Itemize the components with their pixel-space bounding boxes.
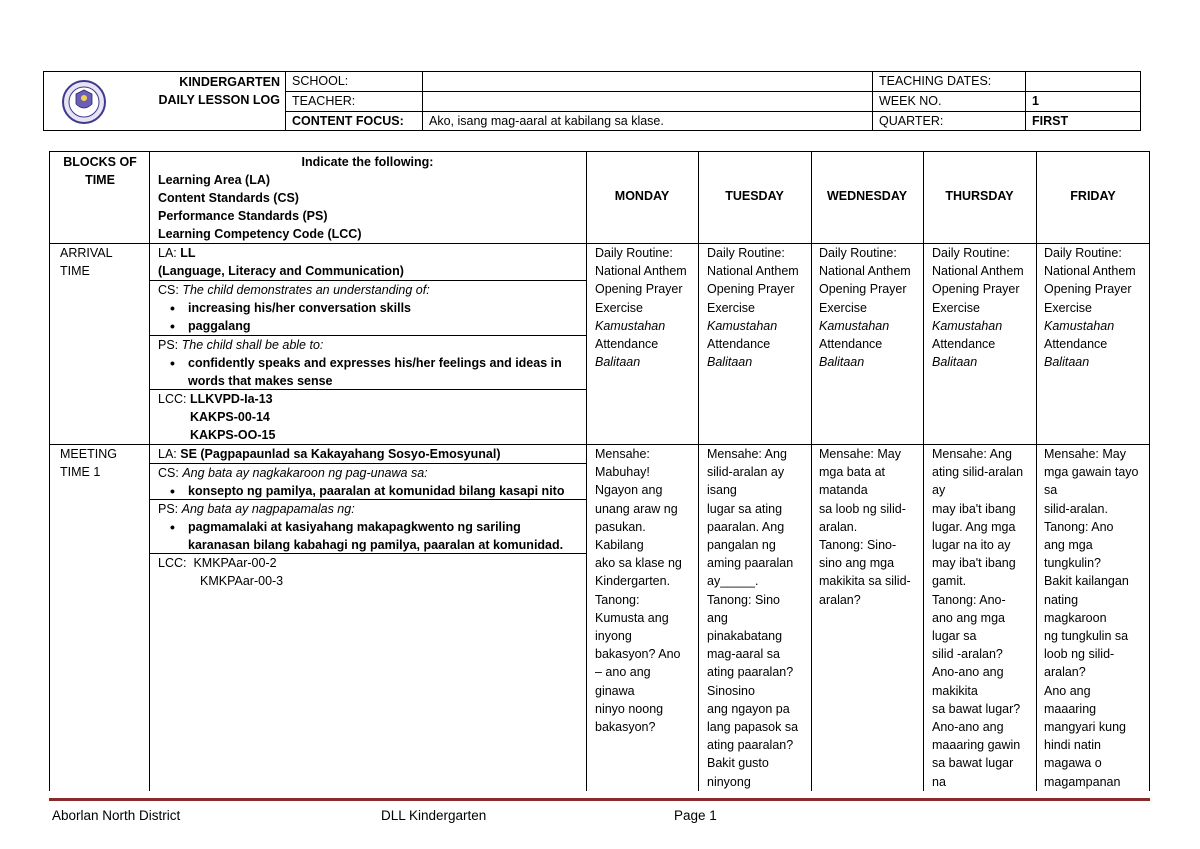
school-label: SCHOOL: [292,74,349,88]
routine-monday: Daily Routine: National Anthem Opening Prayer Exercise Kamustahan Attendance Balitaan [595,246,687,370]
routine-wednesday: Daily Routine: National Anthem Opening Prayer Exercise Kamustahan Attendance Balitaan [819,246,911,370]
list-item: sa bawat lugar? [932,701,1021,716]
list-item: Ngayon ang [595,483,663,498]
list-item: ay [932,483,946,498]
list-item: magkaroon [1044,610,1107,625]
list-item: gamit. [932,574,967,589]
day-header-tuesday: TUESDAY [725,189,784,203]
list-item: lugar sa ating [707,501,783,516]
deped-seal-icon [52,80,116,124]
list-item: • pagmamalaki at kasiyahang makapagkwento ng sariling karanasan bilang kabahagi ng pamilya, paaralan at komunidad. [158,518,586,554]
list-item: ako sa klase ng [595,556,682,571]
list-item: Tanong: Sino [707,592,780,607]
list-item: Ano-ano ang [932,665,1004,680]
teaching-dates-label: TEACHING DATES: [879,74,992,88]
list-item: sa loob ng silid- [819,501,906,516]
arrival-lcc-code: KAKPS-00-14 [190,410,270,424]
list-item: Mensahe: Ang [932,447,1012,461]
list-item: Bakit gusto [707,756,769,771]
list-item: ng tungkulin sa [1044,629,1129,644]
list-item: ating silid-aralan [932,465,1024,480]
list-item: Sinosino [707,683,755,698]
footer-page: Page 1 [674,808,717,823]
list-item: lugar sa [932,629,977,644]
meeting-wednesday [819,445,911,609]
list-item: Mensahe: May [1044,447,1126,461]
list-item: unang araw ng [595,501,678,516]
list-item: ginawa [595,683,635,698]
meeting-cs-list [158,482,586,500]
list-item: aralan. [819,519,858,534]
arrival-cs: CS: The child demonstrates an understanding of: [158,283,430,297]
meeting-ps-list [158,518,586,554]
list-item: aralan? [1044,665,1086,680]
list-item: paaralan. Ang [707,519,785,534]
list-item: • increasing his/her conversation skills [158,299,583,317]
page-title-line2: DAILY LESSON LOG [158,93,280,107]
list-item: Tanong: Sino- [819,538,897,553]
list-item: bakasyon? Ano [595,647,681,662]
list-item: makikita [932,683,978,698]
week-label: WEEK NO. [879,94,942,108]
indicate-header: Indicate the following: [301,155,434,169]
indicate-item-la: Learning Area (LA) [158,173,271,187]
list-item: mga gawain tayo [1044,465,1139,480]
list-item: na [932,774,946,789]
list-item: Mensahe: May [819,447,901,461]
list-item: • confidently speaks and expresses his/her feelings and ideas in words that makes sense [158,354,583,390]
list-item: may iba't ibang [932,556,1016,571]
list-item: • konsepto ng pamilya, paaralan at komunidad bilang kasapi nito [158,482,586,500]
list-item: inyong [595,629,632,644]
meeting-lcc-code: KMKPAar-00-3 [200,574,284,588]
list-item: Mensahe: Ang [707,447,787,461]
block-arrival-line1: ARRIVAL [60,246,113,260]
list-item: silid-aralan. [1044,501,1108,516]
list-item: maaaring [1044,701,1097,716]
lesson-log-table [49,151,1150,791]
meeting-lcc: LCC: KMKPAar-00-2 [158,556,277,570]
meeting-friday [1044,445,1139,791]
list-item: Tanong: Ano [1044,519,1114,534]
list-item: Kabilang [595,538,644,553]
indicate-item-lcc: Learning Competency Code (LCC) [158,227,362,241]
list-item: silid -aralan? [932,647,1003,662]
list-item: lugar na ito ay [932,538,1011,553]
day-header-wednesday: WEDNESDAY [826,189,908,203]
blocks-of-time-header: BLOCKS OF TIME [63,155,137,188]
list-item: aming paaralan [707,556,794,571]
block-arrival-line2: TIME [60,264,90,278]
list-item: Kindergarten. [595,574,671,589]
list-item: silid-aralan ay [707,465,785,480]
list-item: hindi natin [1044,738,1101,753]
footer-doc: DLL Kindergarten [381,808,487,823]
list-item: nating [1044,592,1079,607]
list-item: magampanan [1044,774,1121,789]
arrival-ps-list [158,354,583,390]
list-item: ating paaralan? [707,738,794,753]
header-table [43,71,1141,131]
meeting-tuesday [707,445,798,791]
day-header-friday: FRIDAY [1070,189,1116,203]
list-item: isang [707,483,737,498]
list-item: may iba't ibang [932,501,1016,516]
list-item: Bakit kailangan [1044,574,1129,589]
list-item: Mensahe: [595,447,650,461]
day-header-thursday: THURSDAY [945,189,1014,203]
teacher-label: TEACHER: [292,94,356,108]
list-item: Ano ang [1044,683,1091,698]
block-meeting-line1: MEETING [60,447,117,461]
routine-thursday: Daily Routine: National Anthem Opening Prayer Exercise Kamustahan Attendance Balitaan [932,246,1024,370]
list-item: Mabuhay! [595,465,650,480]
arrival-la-full: (Language, Literacy and Communication) [158,264,404,278]
day-header-monday: MONDAY [614,189,670,203]
list-item: sino ang mga [819,556,895,571]
list-item: sa [1044,483,1058,498]
quarter-label: QUARTER: [879,114,944,128]
list-item: ano ang mga [932,610,1005,625]
arrival-lcc: LCC: LLKVPD-Ia-13 [158,392,273,406]
list-item: Tanong: [595,592,640,607]
routine-friday: Daily Routine: National Anthem Opening Prayer Exercise Kamustahan Attendance Balitaan [1044,246,1136,370]
list-item: matanda [819,483,868,498]
arrival-la: LA: LL [158,246,196,260]
quarter-value: FIRST [1032,114,1069,128]
list-item: pinakabatang [707,629,783,644]
list-item: mga bata at [819,465,886,480]
footer-rule [49,798,1150,801]
list-item: tungkulin? [1044,556,1101,571]
list-item: ating paaralan? [707,665,794,680]
list-item: pangalan ng [707,538,776,553]
list-item: ang ngayon pa [707,701,790,716]
meeting-la: LA: SE (Pagpapaunlad sa Kakayahang Sosyo-Emosyunal) [158,447,501,461]
list-item: mangyari kung [1044,720,1126,735]
list-item: maaaring gawin [932,738,1021,753]
list-item: mag-aaral sa [707,647,780,662]
list-item: ay_____. [707,574,759,589]
list-item: magawa o [1044,756,1102,771]
content-focus-value: Ako, isang mag-aaral at kabilang sa klase. [429,114,664,128]
list-item: ang [707,610,728,625]
meeting-ps: PS: Ang bata ay nagpapamalas ng: [158,502,355,516]
list-item: sa bawat lugar [932,756,1014,771]
list-item: lang papasok sa [707,720,799,735]
footer-district: Aborlan North District [52,808,181,823]
list-item: ang mga [1044,538,1093,553]
week-value: 1 [1032,94,1039,108]
list-item: ninyo noong [595,701,664,716]
list-item: • paggalang [158,317,583,335]
list-item: ninyong [707,774,751,789]
list-item: Kumusta ang [595,610,669,625]
list-item: Ano-ano ang [932,720,1004,735]
indicate-item-ps: Performance Standards (PS) [158,209,328,223]
list-item: – ano ang [595,665,651,680]
routine-tuesday: Daily Routine: National Anthem Opening Prayer Exercise Kamustahan Attendance Balitaan [707,246,799,370]
page-title-line1: KINDERGARTEN [179,75,280,89]
meeting-monday [595,445,682,736]
indicate-item-cs: Content Standards (CS) [158,191,299,205]
list-item: pasukan. [595,519,646,534]
list-item: aralan? [819,592,861,607]
arrival-cs-list [158,299,583,335]
content-focus-label: CONTENT FOCUS: [292,114,404,128]
block-meeting-line2: TIME 1 [60,465,101,479]
list-item: bakasyon? [595,720,656,735]
arrival-ps: PS: The child shall be able to: [158,338,324,352]
list-item: loob ng silid- [1044,647,1115,662]
meeting-cs: CS: Ang bata ay nagkakaroon ng pag-unawa sa: [158,466,428,480]
list-item: makikita sa silid- [819,574,911,589]
list-item: lugar. Ang mga [932,519,1016,534]
meeting-thursday [932,445,1023,791]
arrival-lcc-code: KAKPS-OO-15 [190,428,276,442]
list-item: Tanong: Ano- [932,592,1006,607]
